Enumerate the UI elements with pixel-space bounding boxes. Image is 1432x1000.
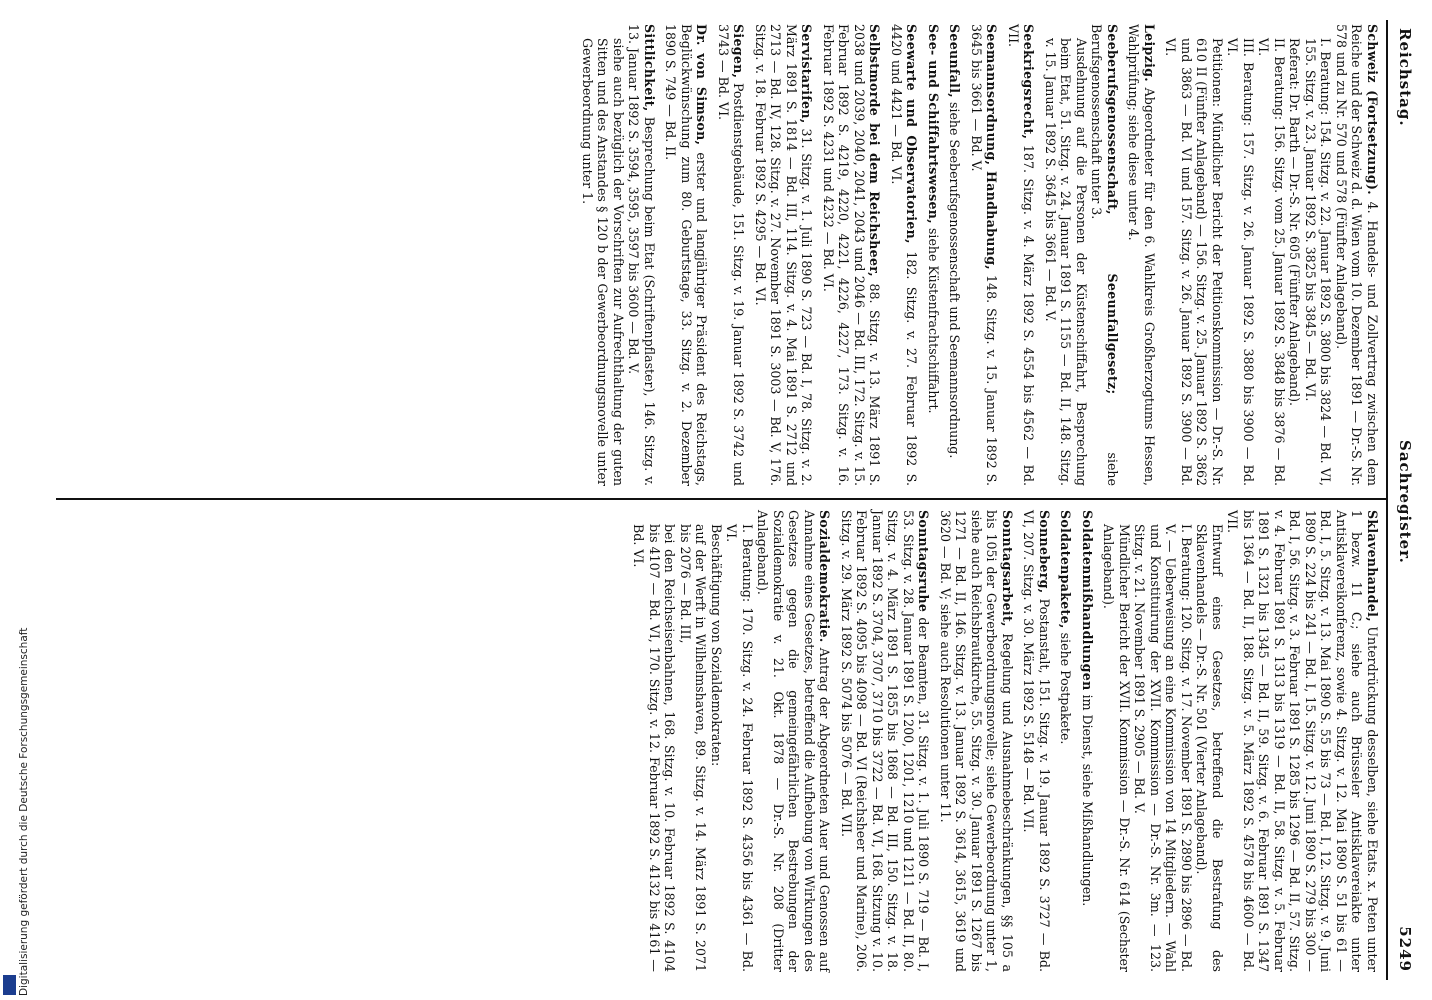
header-rule [1386, 20, 1388, 980]
entry-heading: Sonntagsarbeit, [1000, 510, 1015, 627]
index-entry [938, 510, 1016, 972]
entry-text: Entwurf eines Gesetzes, betreffend die Bestrafung des Sklavenhandels — Dr.-S. Nr. 501 (Vierter Anlageband). [1194, 524, 1225, 972]
index-entry [1126, 24, 1157, 486]
index-entry [821, 24, 883, 486]
entry-text: siehe Berufsgenossenschaft unter 3. [1089, 24, 1120, 486]
entry-heading: Servistarifen, [799, 24, 815, 124]
entry-text: Beschäftigung von Sozialdemokraten: [709, 524, 724, 767]
entry-heading: Seemannsordnung, Handhabung, [984, 24, 1000, 270]
entry-text: im Dienst, siehe Mißhandlungen. [1080, 694, 1095, 907]
entry-heading: Selbstmorde bei dem Reichsheer, [867, 24, 883, 277]
entry-heading: Seewarte und Observatorien, [904, 24, 920, 244]
dfg-logo [3, 975, 16, 995]
index-entry [1043, 24, 1121, 486]
entry-text: 148. Sitzg. v. 15. Januar 1892 S. 3645 bis 3661 — Bd. V. [969, 24, 1000, 486]
index-entry [663, 24, 710, 486]
index-entry [631, 510, 833, 972]
entry-heading: Schweiz (Fortsetzung). [1365, 24, 1380, 195]
index-entry [716, 24, 747, 486]
entry-text: Mündlicher Bericht der XVII. Kommission — Dr.-S. Nr. 614 (Sechster Anlageband). [1101, 524, 1132, 972]
index-entry [1163, 24, 1380, 486]
column-divider [56, 498, 1386, 500]
entry-text: Postanstalt, 151. Sitzg. v. 19. Januar 1892 S. 3727 — Bd. VI, 207. Sitzg. v. 30. März 1892 S. 5148 — Bd. VII. [1021, 510, 1052, 972]
entry-heading: Seeunfall, [947, 24, 963, 98]
entry-heading: Seeberufsgenossenschaft, Seeunfallgesetz; [1105, 24, 1120, 395]
index-entry [947, 24, 963, 486]
entry-text: III. Beratung: 157. Sitzg. v. 26. Januar 1892 S. 3880 bis 3900 — Bd. VI. [1225, 38, 1256, 486]
entry-text: I. Beratung: 120. Sitzg. v. 17. November 1891 S. 2890 bis 2896 — Bd. V. — Ueberweisung an eine Kommission von 14 Mitgliedern. — Wahl und Konstituirung der XVII. Kommission — Dr.-S. Nr. 3m. — 123. Sitzg. v. 21. November 1891 S. 2905 — Bd. V. [1132, 524, 1194, 972]
entry-heading: Sittlichkeit, [642, 24, 657, 112]
entry-text: Besprechung beim Etat (Schriftenpflaster), 146. Sitzg. v. 13. Januar 1892 S. 3594, 3595, 3597 bis 3600 — Bd. V. [626, 24, 657, 486]
footer [2, 500, 30, 1000]
entry-text: 31. Sitzg. v. 1. Juli 1890 S. 723 — Bd. I, 78. Sitzg. v. 2. März 1891 S. 1814 — Bd. III, 114. Sitzg. v. 4. Mai 1891 S. 2712 und 2713 — Bd. IV, 128. Sitzg. v. 27. November 1891 S. 3003 — Bd. V, 176. Sitzg. v. 18. Februar 1892 S. 4295 — Bd. VI. [753, 24, 815, 486]
index-entry [1080, 510, 1096, 972]
entry-text: 182. Sitzg. v. 27. Februar 1892 S. 4420 und 4421 — Bd. VI. [889, 24, 920, 486]
header-title: Sachregister. [1396, 440, 1414, 564]
index-entry [889, 24, 920, 486]
entry-text: 4. Handels- und Zollvertrag zwischen dem Reiche und der Schweiz d. d. Wien vom 10. Dezember 1891 — Dr.-S. Nr. 578 und zu Nr. 570 und 578 (Fünfter Anlageband). [1334, 24, 1380, 486]
entry-heading: Sklavenhandel, [1365, 510, 1380, 622]
entry-text: Referat: Dr. Barth — Dr.-S. Nr. 605 (Fünfter Anlageband). [1287, 38, 1303, 407]
entry-text: Postdienstgebäude, 151. Sitzg. v. 19. Januar 1892 S. 3742 und 3743 — Bd. VI. [716, 24, 747, 486]
entry-text: siehe auch bezüglich der Vorschriften zur Aufrechthaltung der guten Sitten und des Anstandes § 120 b der Gewerbeordnungsnovelle unter Gewerbeordnung unter 1. [580, 38, 626, 486]
entry-text: 88. Sitzg. v. 13. März 1891 S. 2038 und 2039, 2040, 2041, 2043 und 2046 — Bd. III, 172. Sitzg. v. 15. Februar 1892 S. 4219, 4220, 4221, 4226, 4227, 173. Sitzg. v. 16. Februar 1892 S. 4231 und 4232 — Bd. VI. [821, 24, 883, 486]
entry-heading: Siegen, [731, 24, 747, 79]
entry-text: Abgeordneter für den 6. Wahlkreis Großherzogtums Hessen, Wahlprüfung; siehe diese unter 4. [1126, 24, 1157, 486]
index-entry [1021, 510, 1052, 972]
entry-text: Unterdrückung desselben, siehe Etats. x. Peten unter 1 bezw. 11 C.; siehe auch Brüsseler Antisklavereiakte unter Antisklavereikonferenz, sowie 4. Sitzg. v. 12. Mai 1890 S. 51 bis 61 — Bd. I, 5. Sitzg. v. 13. Mai 1890 S. 55 bis 73 — Bd. I, 12. Sitzg. v. 9. Juni 1890 S. 224 bis 241 — Bd. I, 15. Sitzg. v. 12. Juni 1890 S. 279 bis 300 — Bd. I, 56. Sitzg. v. 3. Februar 1891 S. 1285 bis 1296 — Bd. II, 57. Sitzg. v. 4. Februar 1891 S. 1313 bis 1319 — Bd. II, 58. Sitzg. v. 5. Februar 1891 S. 1321 bis 1345 — Bd. II, 59. Sitzg. v. 6. Februar 1891 S. 1347 bis 1364 — Bd. II, 188. Sitzg. v. 5. März 1892 S. 4578 bis 4600 — Bd. VII. [1225, 510, 1380, 972]
entry-text: Regelung und Ausnahmebeschränkungen, §§ 105 a bis 105i der Gewerbeordnungsnovelle; siehe Gewerbeordnung unter 1, siehe auch Reichsbrautkirche, 55. Sitzg. v. 30. Januar 1891 S. 1267 bis 1271 — Bd. II, 146. Sitzg. v. 13. Januar 1892 S. 3614, 3615, 3619 und 3620 — Bd. V; siehe auch Resolutionen unter 11. [938, 510, 1015, 972]
entry-text: siehe Küstenfrachtschiffahrt. [926, 227, 941, 414]
rotated-page [50, 20, 1420, 980]
left-column [574, 24, 1381, 486]
page-number: 5249 [1396, 926, 1414, 972]
header-left: Reichstag. [1396, 28, 1414, 127]
entry-text: Petitionen: Mündlicher Bericht der Petitionskommission — Dr.-S. Nr. 610 II (Fünfter Anlageband) — 156. Sitzg. v. 25. Januar 1892 S. 3862 und 3863 — Bd. VI und 157. Sitzg. v. 26. Januar 1892 S. 3900 — Bd. VI. [1163, 38, 1225, 486]
entry-text: der Beamten, 31. Sitzg. v. 1. Juli 1890 S. 719 — Bd. I, 53. Sitzg. v. 28. Januar 1891 S. 1200, 1201, 1210 und 1211 — Bd. II, 80. Sitzg. v. 4. März 1891 S. 1855 bis 1868 — Bd. III, 150. Sitzg. v. 18. Januar 1892 S. 3704, 3707, 3710 bis 3722 — Bd. VI, 168. Sitzung v. 10. Februar 1892 S. 4095 bis 4098 — Bd. VI (Reichsheer und Marine), 206. Sitzg. v. 29. März 1892 S. 5074 bis 5076 — Bd. VII. [839, 510, 932, 972]
entry-heading: Sozialdemokratie. [817, 510, 833, 643]
index-entry [1006, 24, 1037, 486]
index-entry [1101, 510, 1380, 972]
footer-text: Digitalisierung gefördert durch die Deutsche Forschungsgemeinschaft [18, 627, 30, 996]
entry-text: I. Beratung: 170. Sitzg. v. 24. Februar 1892 S. 4356 bis 4361 — Bd. VI. [724, 524, 755, 972]
entry-heading: Sonntagsruhe [916, 510, 932, 613]
entry-heading: Seekriegsrecht, [1021, 24, 1037, 140]
index-entry [969, 24, 1000, 486]
entry-text: siehe Postpakete. [1058, 632, 1074, 745]
entry-heading: Soldatenmißhandlungen [1080, 510, 1095, 691]
entry-text: auf der Werft in Wilhelmshaven, 89. Sitzg. v. 14. März 1891 S. 2071 bis 2076 — Bd. III, [678, 524, 709, 972]
index-entry [839, 510, 932, 972]
entry-text: I. Beratung: 154. Sitzg. v. 22. Januar 1892 S. 3800 bis 3824 — Bd. VI, 155. Sitzg. v. 23. Januar 1892 S. 3825 bis 3845 — Bd. VI. [1303, 38, 1334, 486]
entry-heading: Leipzig. [1142, 24, 1157, 82]
entry-text: 187. Sitzg. v. 4. März 1892 S. 4554 bis 4562 — Bd. VII. [1006, 24, 1037, 486]
entry-text: erster und langjähriger Präsident des Reichstags, Beglückwünschung zum 80. Geburtstage, 33. Sitzg. v. 2. Dezember 1890 S. 749 — Bd. II. [663, 24, 710, 486]
entry-text: bei den Reichseisenbahnen, 168. Sitzg. v. 10. Februar 1892 S. 4104 bis 4107 — Bd. VI, 170. Sitzg. v. 12. Februar 1892 S. 4132 bis 4161 — Bd. VI. [631, 524, 678, 972]
entry-text: Ausdehnung auf die Personen der Küstenschiffahrt, Besprechung beim Etat, 51. Sitzg. v. 24. Januar 1891 S. 1155 — Bd. II, 148. Sitzg. v. 15. Januar 1892 S. 3645 bis 3661 — Bd. V. [1043, 38, 1089, 486]
entry-heading: Sonneberg, [1037, 510, 1052, 594]
right-column [625, 510, 1380, 972]
entry-heading: Soldatenpakete, [1058, 510, 1074, 629]
page-header [1390, 20, 1420, 980]
entry-text: Antrag der Abgeordneten Auer und Genossen auf Annahme eines Gesetzes, betreffend die Aufhebung von Wirkungen des Gesetzes gegen die gemeingefährlichen Bestrebungen der Sozialdemokratie v. 21. Okt. 1878 — Dr.-S. Nr. 208 (Dritter Anlageband). [755, 510, 833, 972]
entry-text: II. Beratung: 156. Sitzg. vom 25. Januar 1892 S. 3848 bis 3876 — Bd. VI. [1256, 38, 1287, 486]
entry-text: siehe Seeberufsgenossenschaft und Seemannsordnung. [947, 101, 963, 459]
index-entry [926, 24, 942, 486]
index-entry [1058, 510, 1074, 972]
entry-heading: Dr. von Simson, [694, 24, 710, 146]
index-entry [753, 24, 815, 486]
entry-heading: See- und Schiffahrtswesen, [926, 24, 941, 224]
index-entry [580, 24, 658, 486]
